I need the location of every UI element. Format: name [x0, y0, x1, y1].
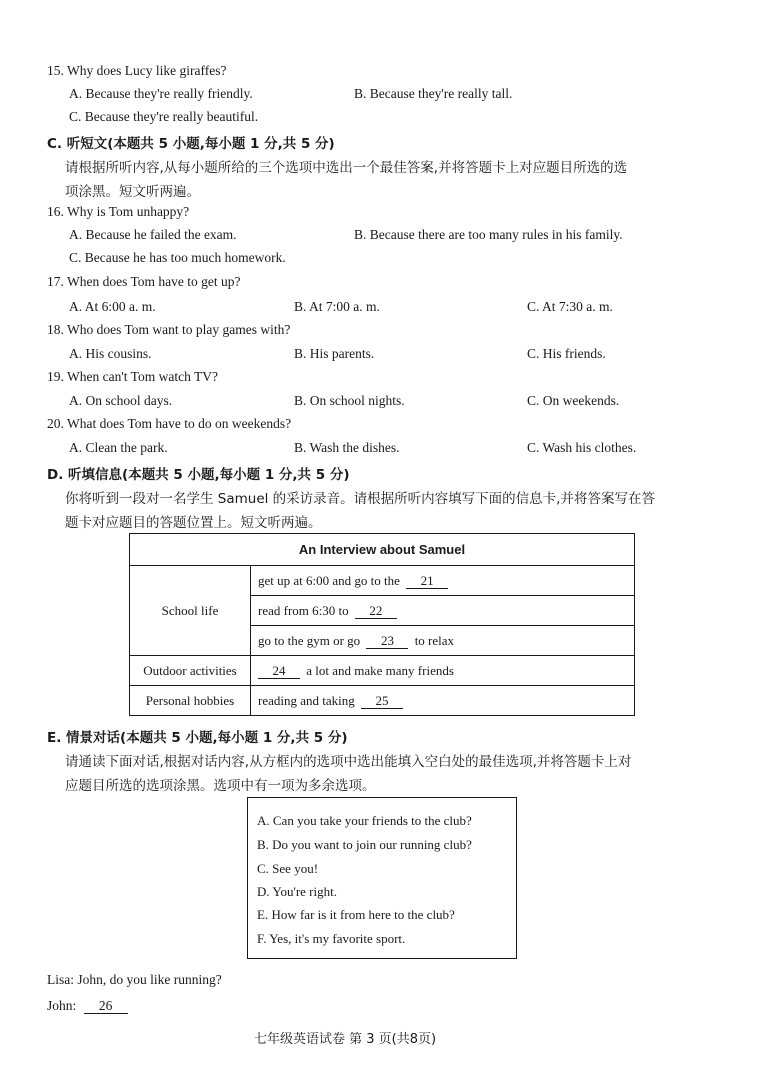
table-title: An Interview about Samuel — [130, 534, 635, 566]
section-c-instruction-1: 请根据所听内容,从每小题所给的三个选项中选出一个最佳答案,并将答题卡上对应题目所选的选 — [65, 160, 628, 176]
blank-25[interactable]: 25 — [361, 694, 403, 709]
blank-23[interactable]: 23 — [366, 634, 408, 649]
q16-option-a: A. Because he failed the exam. — [69, 227, 237, 242]
q20-option-b: B. Wash the dishes. — [294, 440, 400, 455]
q16-option-b: B. Because there are too many rules in his family. — [354, 227, 623, 242]
row-21 — [251, 566, 635, 596]
q19-stem: 19. When can't Tom watch TV? — [47, 369, 218, 384]
blank-21[interactable]: 21 — [406, 574, 448, 589]
row-24-text: a lot and make many friends — [306, 662, 454, 678]
q18-option-a: A. His cousins. — [69, 346, 152, 361]
option-a: A. Can you take your friends to the club? — [257, 813, 472, 828]
dialogue-john-line — [47, 998, 128, 1014]
section-e-title: E. 情景对话(本题共 5 小题,每小题 1 分,共 5 分) — [47, 730, 348, 746]
section-d-title: D. 听填信息(本题共 5 小题,每小题 1 分,共 5 分) — [47, 467, 350, 483]
q18-option-b: B. His parents. — [294, 346, 375, 361]
q19-option-a: A. On school days. — [69, 393, 173, 408]
q17-option-b: B. At 7:00 a. m. — [294, 299, 380, 314]
row-22 — [251, 596, 635, 626]
option-b: B. Do you want to join our running club? — [257, 837, 472, 852]
q16-stem: 16. Why is Tom unhappy? — [47, 204, 190, 219]
row-24 — [251, 656, 635, 686]
q19-option-b: B. On school nights. — [294, 393, 405, 408]
q16-option-c: C. Because he has too much homework. — [69, 250, 286, 265]
q15-option-b: B. Because they're really tall. — [354, 86, 513, 101]
q19-option-c: C. On weekends. — [527, 393, 620, 408]
section-d-instruction-1: 你将听到一段对一名学生 Samuel 的采访录音。请根据所听内容填写下面的信息卡,并将答案写在答 — [65, 491, 655, 507]
blank-22[interactable]: 22 — [355, 604, 397, 619]
row-25-text: reading and taking — [258, 692, 355, 708]
label-outdoor-activities: Outdoor activities — [130, 656, 251, 686]
row-22-text: read from 6:30 to — [258, 602, 349, 618]
blank-26[interactable]: 26 — [84, 999, 128, 1014]
q15-stem: 15. Why does Lucy like giraffes? — [47, 63, 227, 78]
page-footer: 七年级英语试卷 第 3 页(共8页) — [254, 1032, 437, 1047]
q20-option-c: C. Wash his clothes. — [527, 440, 637, 455]
row-21-text: get up at 6:00 and go to the — [258, 572, 400, 588]
q20-option-a: A. Clean the park. — [69, 440, 168, 455]
q18-option-c: C. His friends. — [527, 346, 606, 361]
section-c-title: C. 听短文(本题共 5 小题,每小题 1 分,共 5 分) — [47, 136, 335, 152]
q15-option-c: C. Because they're really beautiful. — [69, 109, 259, 124]
q17-option-a: A. At 6:00 a. m. — [69, 299, 156, 314]
info-card-table — [129, 533, 635, 716]
label-personal-hobbies: Personal hobbies — [130, 686, 251, 716]
q20-stem: 20. What does Tom have to do on weekends? — [47, 416, 292, 431]
q17-stem: 17. When does Tom have to get up? — [47, 274, 241, 289]
row-23 — [251, 626, 635, 656]
section-e-instruction-1: 请通读下面对话,根据对话内容,从方框内的选项中选出能填入空白处的最佳选项,并将答题卡上对 — [65, 754, 632, 770]
options-box — [247, 797, 517, 959]
row-23-suffix: to relax — [414, 632, 455, 648]
dialogue-lisa-line: Lisa: John, do you like running? — [47, 972, 222, 987]
row-23-text: go to the gym or go — [258, 632, 361, 648]
blank-24[interactable]: 24 — [258, 664, 300, 679]
john-label: John: — [47, 998, 77, 1013]
label-school-life: School life — [130, 566, 251, 656]
section-c-instruction-2: 项涂黑。短文听两遍。 — [65, 184, 200, 200]
q18-stem: 18. Who does Tom want to play games with? — [47, 322, 291, 337]
q17-option-c: C. At 7:30 a. m. — [527, 299, 613, 314]
section-d-instruction-2: 题卡对应题目的答题位置上。短文听两遍。 — [65, 515, 322, 531]
option-f: F. Yes, it's my favorite sport. — [257, 931, 406, 946]
q15-option-a: A. Because they're really friendly. — [69, 86, 253, 101]
section-e-instruction-2: 应题目所选的选项涂黑。选项中有一项为多余选项。 — [65, 778, 376, 794]
row-25 — [251, 686, 635, 716]
option-e: E. How far is it from here to the club? — [257, 907, 455, 922]
option-c: C. See you! — [257, 861, 319, 876]
option-d: D. You're right. — [257, 884, 337, 899]
